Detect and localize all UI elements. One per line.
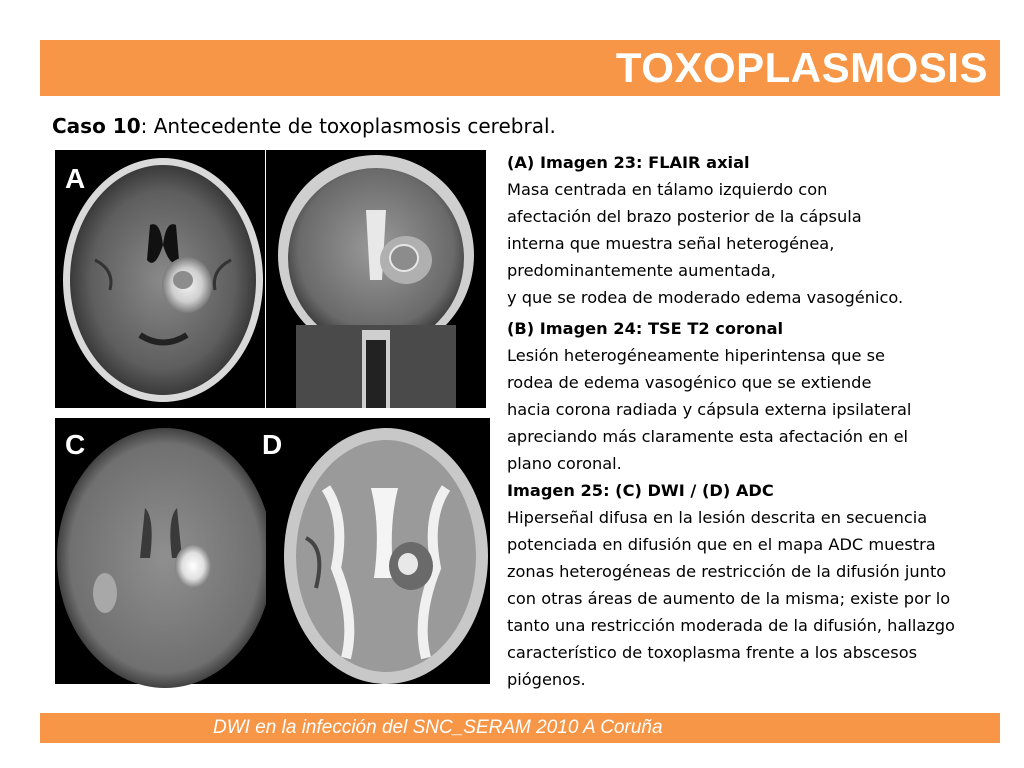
case-label: Caso 10	[52, 114, 141, 138]
mri-c-graphic	[55, 418, 268, 684]
description-a-heading: (A) Imagen 23: FLAIR axial	[507, 153, 750, 172]
description-a	[507, 149, 1019, 311]
description-column	[507, 149, 1019, 693]
footer-text: DWI en la infección del SNC_SERAM 2010 A Coruña	[213, 717, 663, 738]
mri-a-graphic	[55, 150, 265, 408]
mri-image-a-flair-axial	[55, 150, 265, 408]
description-cd-heading: Imagen 25: (C) DWI / (D) ADC	[507, 481, 774, 500]
panel-label-d: D	[262, 429, 283, 460]
mri-image-c-dwi	[55, 418, 268, 684]
footer-bar	[40, 713, 1000, 743]
description-cd	[507, 477, 1019, 693]
mri-b-graphic	[266, 150, 486, 408]
panel-label-a: A	[65, 163, 86, 194]
description-a-body: Masa centrada en tálamo izquierdo con afectación del brazo posterior de la cápsula interna que muestra señal heterogénea, predominantemente aumentada, y que se rodea de moderado edema vasogénico.	[507, 180, 904, 307]
mri-d-graphic	[266, 418, 490, 684]
description-b-heading: (B) Imagen 24: TSE T2 coronal	[507, 319, 784, 338]
description-cd-body: Hiperseñal difusa en la lesión descrita en secuencia potenciada en difusión que en el mapa ADC muestra zonas heterogéneas de restricción de la difusión junto con otras áreas de aumento de la misma; existe por lo tanto una restricción moderada de la difusión, hallazgo característico de toxoplasma frente a los abscesos piógenos.	[507, 508, 955, 689]
mri-image-d-adc	[262, 418, 490, 684]
description-b	[507, 315, 1019, 477]
panel-label-b: B	[256, 13, 277, 44]
panel-label-c: C	[65, 429, 86, 460]
description-b-body: Lesión heterogéneamente hiperintensa que se rodea de edema vasogénico que se extiende hacia corona radiada y cápsula externa ipsilateral apreciando más claramente esta afectación en el plano coronal.	[507, 346, 912, 473]
slide-title: TOXOPLASMOSIS	[615, 44, 988, 91]
title-bar	[40, 40, 1000, 96]
case-text: : Antecedente de toxoplasmosis cerebral.	[140, 114, 556, 138]
case-line	[52, 114, 556, 138]
mri-image-b-t2-coronal	[266, 150, 486, 408]
